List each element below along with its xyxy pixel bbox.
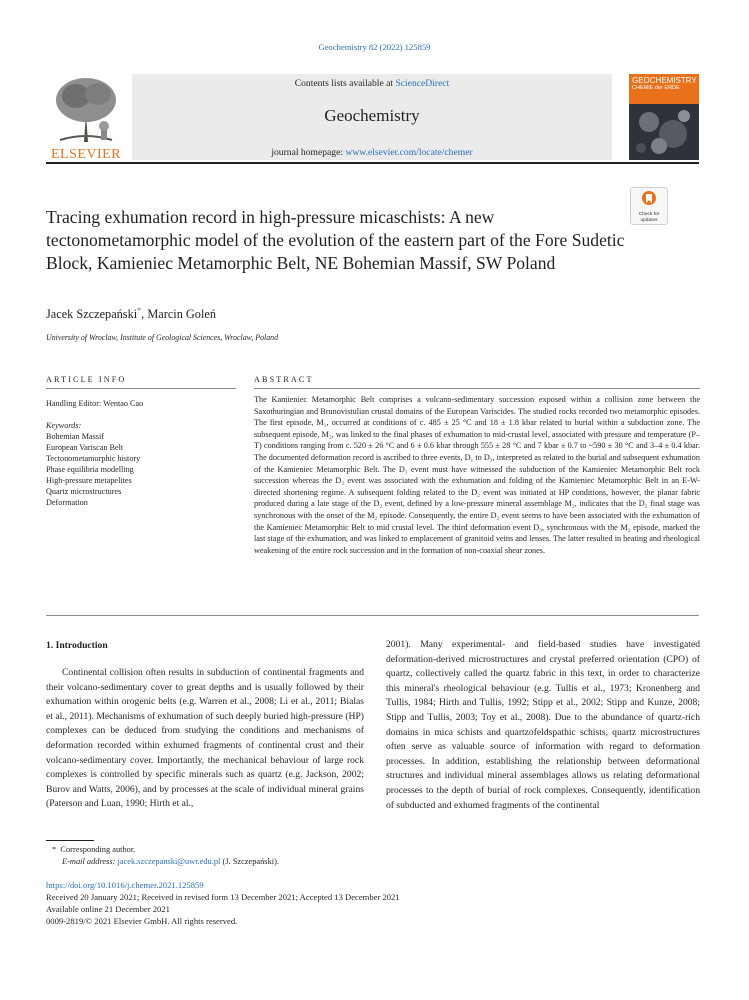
journal-reference[interactable]: Geochemistry 82 (2022) 125859 bbox=[318, 42, 431, 52]
copyright: 0009-2819/© 2021 Elsevier GmbH. All rights reserved. bbox=[46, 916, 238, 926]
email-footnote: E-mail address: jacek.szczepanski@uwr.edu.pl (J. Szczepański). bbox=[62, 857, 279, 866]
cover-subtitle: CHEMIE der ERDE bbox=[632, 85, 680, 91]
elsevier-logo[interactable] bbox=[46, 74, 126, 160]
keyword[interactable]: Quartz microstructures bbox=[46, 487, 122, 496]
affiliation: University of Wroclaw, Institute of Geological Sciences, Wroclaw, Poland bbox=[46, 333, 279, 342]
keyword-list bbox=[46, 431, 236, 508]
cover-image bbox=[629, 104, 699, 160]
article-title: Tracing exhumation record in high-pressure micaschists: A new tectonometamorphic model of the evolution of the eastern part of the Fore Sudetic Block, Kamieniec Metamorphic Belt, NE Bohemian Massif, SW Poland bbox=[46, 207, 625, 273]
abstract-heading: ABSTRACT bbox=[254, 375, 314, 384]
author-list: Jacek Szczepański*, Marcin Goleń bbox=[46, 306, 216, 322]
contents-available: Contents lists available at ScienceDirect bbox=[294, 78, 450, 89]
article-info-rule bbox=[46, 388, 236, 389]
check-updates-label: Check for updates bbox=[638, 212, 660, 223]
journal-name[interactable]: Geochemistry bbox=[324, 106, 420, 125]
keyword[interactable]: Bohemian Massif bbox=[46, 432, 104, 441]
corresponding-footnote: * Corresponding author. bbox=[52, 845, 136, 854]
header-rule bbox=[46, 162, 699, 164]
article-info-heading: ARTICLE INFO bbox=[46, 375, 127, 384]
left-column-text: Continental collision often results in subduction of continental fragments and their volcano-sedimentary cover to great depths and is usually followed by their exhumation within orogenic belts (e.g. Warren et al., 2008; Li et al., 2011; Bialas et al., 2011). Mechanisms of exhumation of such deeply buried high-pressure (HP) complexes can be deduced from studying the conditions and mechanisms of deformation recorded within exhumed fragments of continental crust and their volcano-sedimentary cover. Importantly, the mechanical behaviour of large rock complexes is controlled by specific minerals such as quartz (e.g. Jackson, 2002; Burov and Watts, 2006), and by processes at the scale of individual mineral grains (Paterson and Luan, 1990; Hirth et al., bbox=[46, 667, 364, 810]
keywords-label: Keywords: bbox=[46, 421, 82, 430]
publisher-name: ELSEVIER bbox=[50, 147, 122, 162]
abstract-text: The Kamieniec Metamorphic Belt comprises a volcano-sedimentary succession exposed within a collision zone between the Saxothuringian and Brunovistulian crustal domains of the European Variscides. The studied rocks recorded two metamorphic episodes. The first episode, M₁, occurred at conditions of c. 485 ± 25 °C and 18 ± 1.8 kbar related to burial within a subduction zone. The subsequent episode, M₂, was linked to the final phases of exhumation to mid-crustal level, associated with pressure and temperature (P–T) conditions ranging from c. 520 ± 26 °C and 6 ± 0.6 kbar through 555 ± 28 °C and 7 kbar ± 0.7 to ~590 ± 30 °C and 3–4 ± 0.4 kbar. The documented deformation record is ascribed to three events, D₁ to D₃, interpreted as related to the burial and subsequent exhumation of the Kamieniec Metamorphic Belt. The D₁ event must have witnessed the subduction of the Kamieniec Metamorphic Belt rock succession whereas the D₂ event was associated with the exhumation and folding of the Kamieniec Metamorphic Belt in an E-W-directed shortening regime. A subsequent folding related to the D₂ event was initiated at HP conditions, however, the planar fabric produced during a late stage of the D₂ event, defined by a low-pressure mineral assemblage M₂, indicates that the D₂ final stage was synchronous with the onset of the M₂ episode. Consequently, the entire D₂ event seems to have been associated with the exhumation of the Kamieniec Metamorphic Belt to mid crustal level. The third deformation event D₃, synchronous with the M₂ episode, marked the last stage of the exhumation, and was linked to emplacement of granitoid veins and lenses. The latter resulted in heating and rheological weakening of the entire rock succession and in the formation of non-coaxial shear zones. bbox=[254, 395, 700, 555]
corresponding-author-mark[interactable]: * bbox=[137, 306, 142, 315]
homepage-link[interactable]: www.elsevier.com/locate/chemer bbox=[345, 147, 473, 158]
abstract-rule bbox=[254, 388, 700, 389]
footnote-rule bbox=[46, 840, 94, 841]
keyword[interactable]: Phase equilibria modelling bbox=[46, 465, 134, 474]
keyword[interactable]: Tectonometamorphic history bbox=[46, 454, 141, 463]
section-rule bbox=[46, 615, 699, 616]
doi-link[interactable]: https://doi.org/10.1016/j.chemer.2021.125859 bbox=[46, 880, 204, 890]
cover-title: GEOCHEMISTRY bbox=[632, 76, 697, 85]
handling-editor: Handling Editor: Wentao Cao bbox=[46, 399, 144, 408]
available-online: Available online 21 December 2021 bbox=[46, 904, 170, 914]
right-column-text: 2001). Many experimental- and field-based studies have investigated deformation-derived microstructures and crystal preferred orientation (CPO) of quartz, collectively called the quartz fabric in this text, in order to characterize this mineral's rheological behaviour (e.g. Tullis et al., 1973; Kronenberg and Tullis, 1984; Hirth and Tullis, 1992; Stipp et al., 2002; Stipp and Kunze, 2008; Stipp and Tullis, 2003; Toy et al., 2008). Due to the abundance of quartz-rich domains in mica schists and quartzofeldspathic schists, quartz microstructures often serve as valuable source of information with regard to deformation processes. In addition, establishing the relationship between deformational structures and individual mineral assemblages allows us relating deformational processes to the depth of burial of rock complexes. Consequently, identification of subducted and exhumed fragments of the continental bbox=[386, 639, 700, 811]
email-link[interactable]: jacek.szczepanski@uwr.edu.pl bbox=[117, 857, 221, 866]
introduction-heading: 1. Introduction bbox=[46, 640, 108, 651]
author-golen[interactable]: Marcin Goleń bbox=[147, 307, 216, 322]
journal-homepage: journal homepage: www.elsevier.com/locate/chemer bbox=[271, 147, 473, 158]
journal-cover[interactable] bbox=[629, 74, 699, 160]
keyword[interactable]: European Variscan Belt bbox=[46, 443, 124, 452]
received-dates: Received 20 January 2021; Received in revised form 13 December 2021; Accepted 13 December 2021 bbox=[46, 892, 400, 902]
sciencedirect-link[interactable]: ScienceDirect bbox=[395, 78, 450, 89]
keyword[interactable]: Deformation bbox=[46, 498, 88, 507]
author-szczepanski[interactable]: Jacek Szczepański bbox=[46, 307, 138, 322]
elsevier-tree-icon bbox=[46, 74, 126, 144]
keyword[interactable]: High-pressure metapelites bbox=[46, 476, 132, 485]
bookmark-icon bbox=[641, 190, 657, 207]
